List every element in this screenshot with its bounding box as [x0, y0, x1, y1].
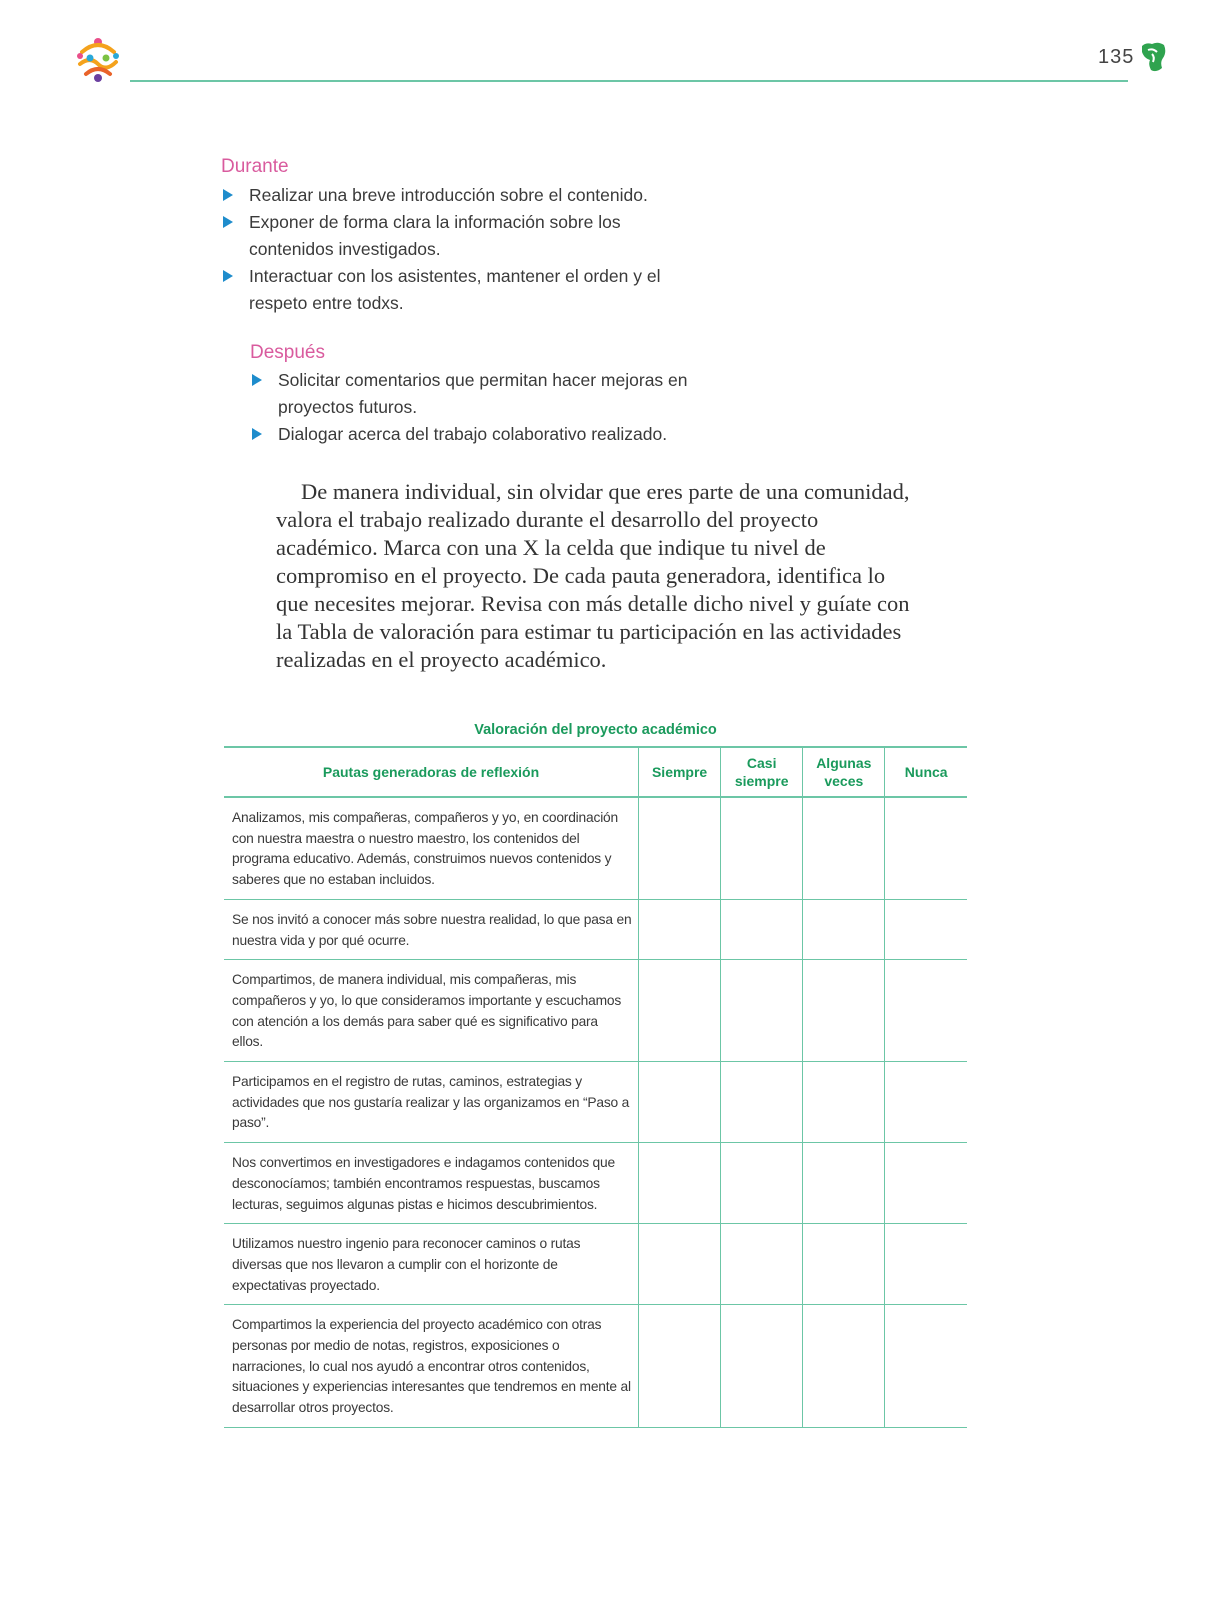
- bullet-arrow-icon: [223, 189, 233, 201]
- bullet-arrow-icon: [223, 270, 233, 282]
- mark-cell-casi-siempre[interactable]: [721, 899, 803, 959]
- table-row: [224, 899, 967, 959]
- reflection-prompt: Utilizamos nuestro ingenio para reconocer caminos o rutas diversas que nos llevaron a cumplir con el horizonte de expectativas proyectado.: [224, 1224, 639, 1305]
- despues-title: Después: [250, 342, 325, 363]
- mark-cell-siempre[interactable]: [639, 1062, 721, 1143]
- column-header: Algunas veces: [803, 747, 885, 797]
- list-item: Dialogar acerca del trabajo colaborativo realizado.: [250, 421, 710, 448]
- instructions-paragraph: De manera individual, sin olvidar que eres parte de una comunidad, valora el trabajo realizado durante el desarrollo del proyecto académico. Marca con una X la celda que indique tu nivel de compromiso en el proyecto. De cada pauta generadora, identifica lo que necesites mejorar. Revisa con más detalle dicho nivel y guíate con la Tabla de valoración para estimar tu participación en las actividades realizadas en el proyecto académico.: [276, 479, 910, 672]
- mark-cell-nunca[interactable]: [885, 1143, 967, 1224]
- reflection-prompt: Se nos invitó a conocer más sobre nuestra realidad, lo que pasa en nuestra vida y por qué ocurre.: [224, 899, 639, 959]
- bullet-arrow-icon: [252, 374, 262, 386]
- durante-list: [221, 182, 661, 317]
- list-item: Exponer de forma clara la información sobre los contenidos investigados.: [221, 209, 661, 263]
- table-row: [224, 1224, 967, 1305]
- mark-cell-casi-siempre[interactable]: [721, 1143, 803, 1224]
- mark-cell-algunas-veces[interactable]: [803, 797, 885, 899]
- mark-cell-siempre[interactable]: [639, 1305, 721, 1428]
- mark-cell-siempre[interactable]: [639, 1143, 721, 1224]
- reflection-prompt: Compartimos la experiencia del proyecto académico con otras personas por medio de notas, registros, exposiciones o narraciones, lo cual nos ayudó a encontrar otros contenidos, situaciones y experiencias interesantes que tendremos en mente al desarrollar otros proyectos.: [224, 1305, 639, 1428]
- despues-list: [250, 367, 710, 448]
- table-row: [224, 960, 967, 1062]
- table-header-row: [224, 747, 967, 797]
- mark-cell-algunas-veces[interactable]: [803, 1062, 885, 1143]
- table-row: [224, 1143, 967, 1224]
- table-row: [224, 797, 967, 899]
- table-row: [224, 1305, 967, 1428]
- bullet-arrow-icon: [252, 428, 262, 440]
- mark-cell-algunas-veces[interactable]: [803, 1143, 885, 1224]
- mark-cell-nunca[interactable]: [885, 797, 967, 899]
- reflection-prompt: Analizamos, mis compañeras, compañeros y yo, en coordinación con nuestra maestra o nuestro maestro, los contenidos del programa educativo. Además, construimos nuevos contenidos y saberes que no estaban incluidos.: [224, 797, 639, 899]
- mark-cell-siempre[interactable]: [639, 797, 721, 899]
- mark-cell-nunca[interactable]: [885, 1305, 967, 1428]
- mark-cell-casi-siempre[interactable]: [721, 1062, 803, 1143]
- mark-cell-algunas-veces[interactable]: [803, 1224, 885, 1305]
- list-item: Realizar una breve introducción sobre el contenido.: [221, 182, 661, 209]
- reflection-prompt: Participamos en el registro de rutas, caminos, estrategias y actividades que nos gustaría realizar y las organizamos en “Paso a paso”.: [224, 1062, 639, 1143]
- column-header: Casi siempre: [721, 747, 803, 797]
- reflection-prompt: Nos convertimos en investigadores e indagamos contenidos que desconocíamos; también encontramos respuestas, buscamos lecturas, seguimos algunas pistas e hicimos descubrimientos.: [224, 1143, 639, 1224]
- page-number: 135: [1098, 46, 1135, 68]
- list-item: Interactuar con los asistentes, mantener el orden y el respeto entre todxs.: [221, 263, 661, 317]
- durante-title: Durante: [221, 156, 289, 177]
- table-title: Valoración del proyecto académico: [474, 722, 717, 738]
- mark-cell-algunas-veces[interactable]: [803, 1305, 885, 1428]
- mark-cell-siempre[interactable]: [639, 1224, 721, 1305]
- reflection-prompt: Compartimos, de manera individual, mis compañeras, mis compañeros y yo, lo que consideramos importante y escuchamos con atención a los demás para saber qué es significativo para ellos.: [224, 960, 639, 1062]
- mark-cell-casi-siempre[interactable]: [721, 960, 803, 1062]
- bullet-arrow-icon: [223, 216, 233, 228]
- colorful-logo-icon: [72, 34, 124, 86]
- list-item: Solicitar comentarios que permitan hacer mejoras en proyectos futuros.: [250, 367, 710, 421]
- mark-cell-casi-siempre[interactable]: [721, 1224, 803, 1305]
- column-header: Siempre: [639, 747, 721, 797]
- mark-cell-algunas-veces[interactable]: [803, 960, 885, 1062]
- mark-cell-casi-siempre[interactable]: [721, 797, 803, 899]
- mark-cell-nunca[interactable]: [885, 899, 967, 959]
- mark-cell-nunca[interactable]: [885, 1224, 967, 1305]
- table-row: [224, 1062, 967, 1143]
- column-header: Pautas generadoras de reflexión: [224, 747, 639, 797]
- mark-cell-algunas-veces[interactable]: [803, 899, 885, 959]
- mark-cell-siempre[interactable]: [639, 960, 721, 1062]
- valoracion-table: [224, 746, 967, 1428]
- mark-cell-nunca[interactable]: [885, 1062, 967, 1143]
- green-glyph-icon: [1138, 40, 1168, 74]
- mark-cell-casi-siempre[interactable]: [721, 1305, 803, 1428]
- column-header: Nunca: [885, 747, 967, 797]
- header-divider: [130, 80, 1128, 82]
- mark-cell-nunca[interactable]: [885, 960, 967, 1062]
- mark-cell-siempre[interactable]: [639, 899, 721, 959]
